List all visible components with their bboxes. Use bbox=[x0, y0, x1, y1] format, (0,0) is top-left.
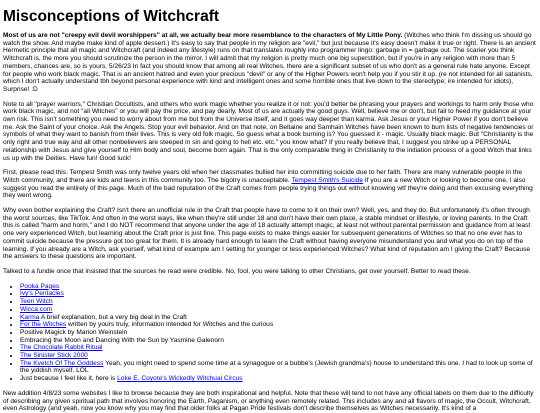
list-item bbox=[20, 298, 537, 306]
tempest-after: If you are a new Witch or looking to become one, I also suggest you read the entirety of this page. Much of the bad reputation of the Craft comes from people trying things out without knowing wtf they're doing and then excusing everything they went wrong. bbox=[3, 176, 533, 200]
list-item bbox=[20, 352, 537, 360]
list-item bbox=[20, 344, 537, 352]
kvetch-description: Yeah, you might need to spend some time at a synagogue or a bubbe's (Jewish grandma's) house to understand this one. I had to look up some of the yiddish myself. LOL bbox=[20, 359, 533, 375]
circus-prefix: Just because I feel like it, here is bbox=[20, 375, 118, 383]
kvetch-goddess-link[interactable]: The Kvetch Of The Goddess bbox=[20, 359, 104, 367]
why-explain-paragraph: Why even bother explaining the Craft? Isn't there an unofficial rule in the Craft that people have to come to it on their own? Well, yes, and they do. But unfortunately it's often through the worst sources, like TikTok. And often in the worst ways, like when they're still under 18 and don't have their own place, a stable mindset or lifestyle, or loving parents. In the Craft this is called "harm and horm," and I do NOT recommend that anyone under the age of 18 actually attempt magic, at least not without parental permission and guidance from at least one very experienced Witch, but learning about the Craft prior is just fine. This page exists to make things easier for subsequent generations of Witches so that no one ever has to commit suicide because the pressure got too great for them. It is already hard enough to learn the Craft without having everyone misunderstand you and what you do on top of the learning. If you already are a Witch, ask yourself, what kind of example am I setting for younger or less experienced Witches? What kind of reputation am I giving the Craft? Because the answers to these questions are important. bbox=[3, 207, 531, 261]
embracing-moon-text: Embracing the Moon and Dancing With the Sun by Yasmine Galenorn bbox=[20, 336, 224, 344]
list-item bbox=[20, 360, 537, 375]
intro-paragraph bbox=[3, 32, 537, 94]
list-item bbox=[20, 337, 537, 345]
new-addition-paragraph: New addition 4/8/23 some websites I like to browse because they are both inspirational and helpful. Note that these will tend to not have any official labels on them due to the difficulty of describing any given spiritual path that involves honoring the Earth, Paganism, or anything even remotely related. This includes any and all flavors of magic, the Occult, Witchcraft, even Astrology (and yeah, now you know why you may find that older folks at Pagan Pride festivals don't describe themselves as Witches necessarily. It's kind of a bbox=[3, 389, 534, 413]
list-item bbox=[20, 329, 537, 337]
tempest-smith-link[interactable]: Tempest Smith's Suicide bbox=[291, 176, 364, 184]
chocolate-rabbit-link[interactable]: The Chocolate Rabbit Ritual bbox=[20, 344, 103, 352]
resource-list bbox=[3, 283, 537, 383]
karma-description: A brief explanation, but a very big deal in the Craft bbox=[39, 313, 187, 321]
intro-rest: (Witches who think I'm dissing us should go watch the show. And maybe make kind of apple dessert.) It's easy to say that people in my religion are "evil," but just because it's easy doesn't make it true or right. There is an ancient Hermetic principle that all magic and Witchcraft (and indeed any lifestyle) runs on that translates roughly into programmer lingo: garbage in = garbage out. The scarier you think Witchcraft is, the more you should scrutinize the person in the mirror. I will admit that my religion is pretty much one big superstition, but if you're in any religion with more than 5 members, chances are, so is yours. 5/26/23 In fact you should know that among all real Witches, there are a significant subset of us who don't as a general rule hate anyone. Except for people who work black magic. That is an ancient hatred and even your precious "devil" or any of the Higher Powers won't help you if you stir it up. (re not intended for all satanists, which I don't actually understand tbh beyond personal experience with kind and intelligent ones and some horrible ones that live down to the stereotype; ire intended for idiots), Surprise! :D bbox=[3, 32, 536, 93]
wickedly-witchual-circus-link[interactable]: Loke E. Coyote's Wickedly Witchual Circus bbox=[117, 375, 243, 383]
fundie-paragraph: Talked to a fundie once that insisted that the sources he read were credible. No, fool, you were talking to other Christians, get over yourself. Better to read these. bbox=[3, 267, 471, 275]
for-the-witches-description: written by yours truly, information intended for Witches and the curious bbox=[66, 321, 274, 329]
tempest-smith-paragraph bbox=[3, 169, 537, 200]
list-item bbox=[20, 375, 537, 383]
ivys-pentacles-link[interactable]: Ivy's Pentacles bbox=[20, 290, 64, 298]
prayer-warriors-paragraph: Note to all "prayer warriors," Christian Occultists, and others who work magic whether you realize it or not: you'd better be phrasing your prayers and workings to harm only those who work black magic, and not "all Witches" or you will pay the price, and pay dearly. Most of us are actually the good guys. Well, believe me or don't, but fail to heed my guidance at your own risk. This isn't something you need to worry about from me but from the Universe itself, and it goes way deeper than karma. Ask Jesus or your Higher Power if you don't believe me. Ask the Saint of your choice. Ask the Angels. Stop your evil behavior. And on that note, on Beltaine and Samhain Witches have been known to burn lists of negative tendencies or symbols of what they want to banish from their lives. This is very old folk magic. So guess what a book burning is? You guessed it - magic. Usually black magic. But "Christianity is the only right and true way and all other nonbelievers are steeped in sin and going to hell etc. etc." you know what? If you really believe that, I suggest you strike up a PERSONAL relationship with Jesus and give yourself to Him body and soul, become born again. That is the only comparable thing in Christianity to the initiation process of a good Witch that links us up with the Deities. Have fun! Good luck! bbox=[3, 100, 534, 162]
karma-link[interactable]: Karma bbox=[20, 313, 40, 321]
list-item bbox=[20, 321, 537, 329]
positive-magick-text: Positive Magick by Marion Weinstein bbox=[20, 328, 128, 336]
list-item bbox=[20, 283, 537, 291]
intro-lead: Most of us are not "creepy evil devil worshippers" at all, we actually bear more resemblance to the characters of My Little Pony. bbox=[3, 32, 403, 39]
page-title: Misconceptions of Witchcraft bbox=[3, 8, 220, 25]
list-item bbox=[20, 290, 537, 298]
sinister-stick-link[interactable]: The Sinister Stick 2000 bbox=[20, 352, 88, 360]
pooka-pages-link[interactable]: Pooka Pages bbox=[20, 282, 60, 290]
teen-witch-link[interactable]: Teen Witch bbox=[20, 298, 53, 306]
for-the-witches-link[interactable]: For the Witches bbox=[20, 321, 67, 329]
tempest-before: First, please read this. Tempest Smith was only twelve years old when her classmates bullied her into committing suicide due to her faith. There are many vulnerable people in the Witch community, and there are kids and teens in this community too. The bigotry is unacceptable. bbox=[3, 169, 523, 184]
wicca-com-link[interactable]: Wicca.com bbox=[20, 305, 53, 313]
list-item bbox=[20, 314, 537, 322]
list-item bbox=[20, 306, 537, 314]
